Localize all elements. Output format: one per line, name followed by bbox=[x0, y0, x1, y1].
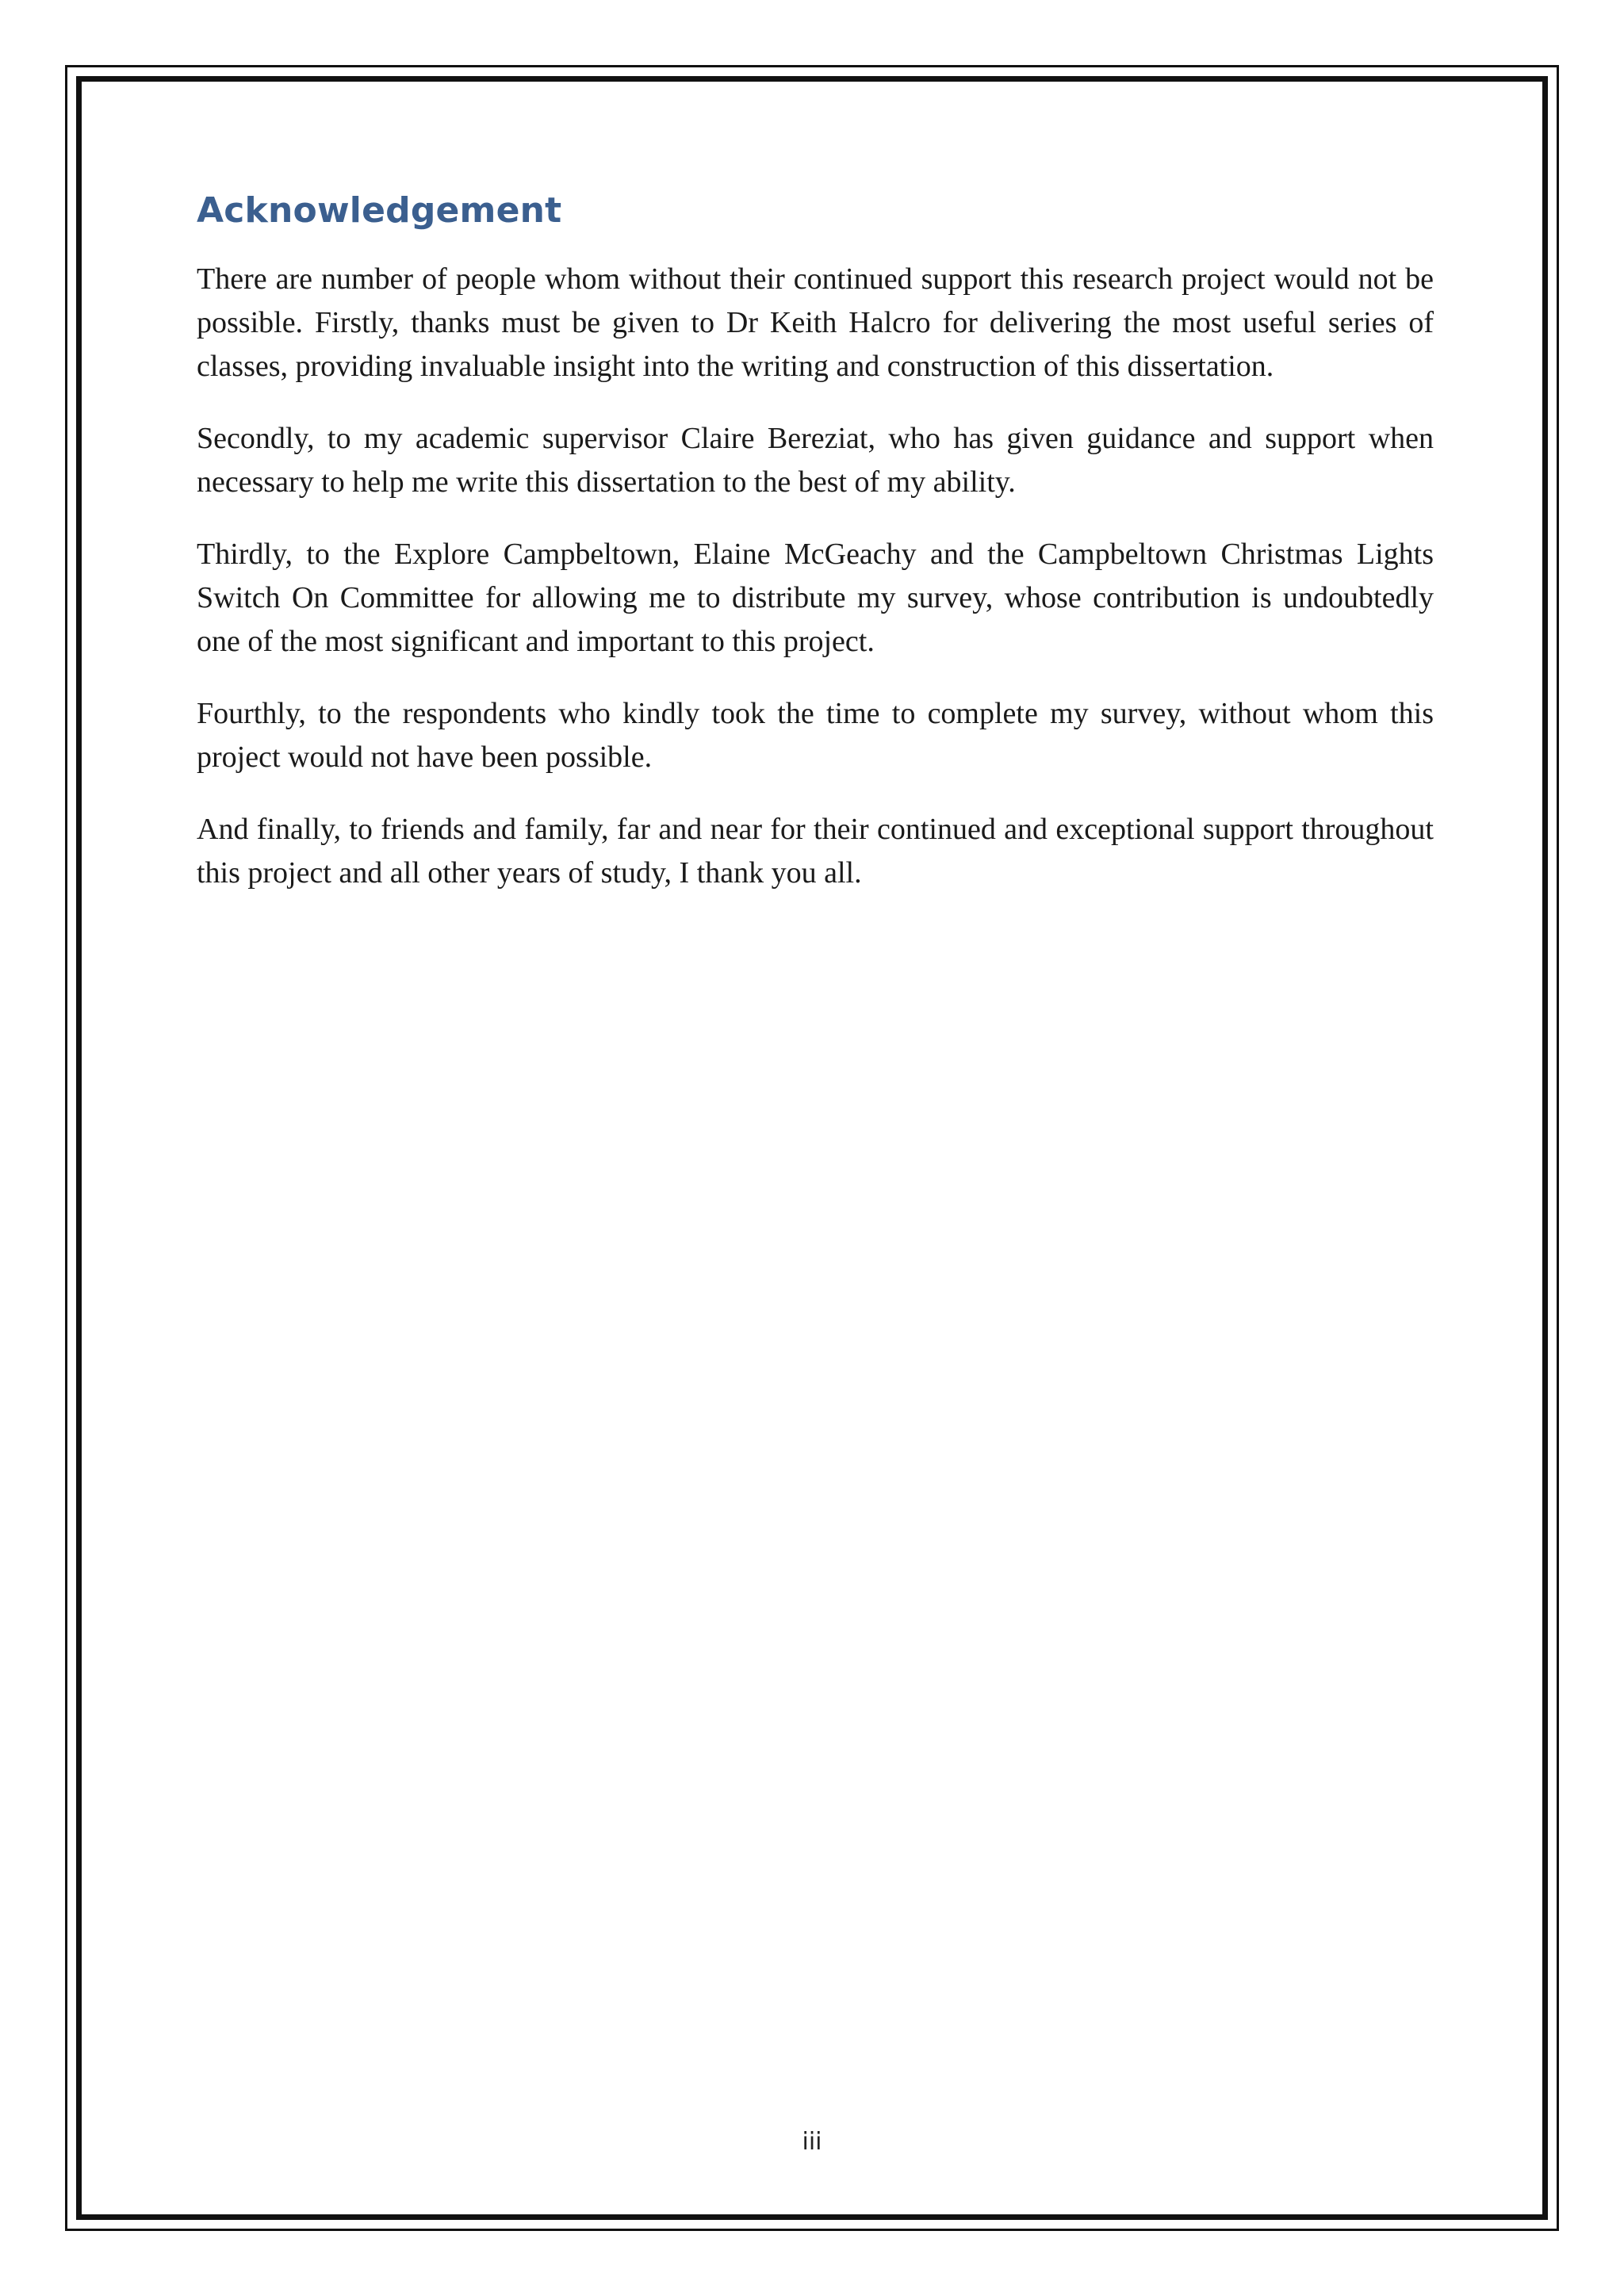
page-number: iii bbox=[802, 2128, 822, 2156]
paragraph-2: Secondly, to my academic supervisor Claire Bereziat, who has given guidance and support when necessary to help me write this dissertation to the best of my ability. bbox=[197, 422, 1434, 499]
paragraph-4: Fourthly, to the respondents who kindly took the time to complete my survey, without whom this project would not have been possible. bbox=[197, 697, 1434, 774]
page-title: Acknowledgement bbox=[197, 190, 562, 231]
paragraph-1: There are number of people whom without their continued support this research project would not be possible. Firstly, thanks must be given to Dr Keith Halcro for delivering the most useful series of classes, providing invaluable insight into the writing and construction of this dissertation. bbox=[197, 262, 1434, 383]
paragraph-5: And finally, to friends and family, far and near for their continued and exceptional support throughout this project and all other years of study, I thank you all. bbox=[197, 813, 1434, 890]
page-content bbox=[197, 190, 1434, 924]
paragraph-3: Thirdly, to the Explore Campbeltown, Elaine McGeachy and the Campbeltown Christmas Lights Switch On Committee for allowing me to distribute my survey, whose contribution is undoubtedly one of the most significant and important to this project. bbox=[197, 538, 1434, 658]
